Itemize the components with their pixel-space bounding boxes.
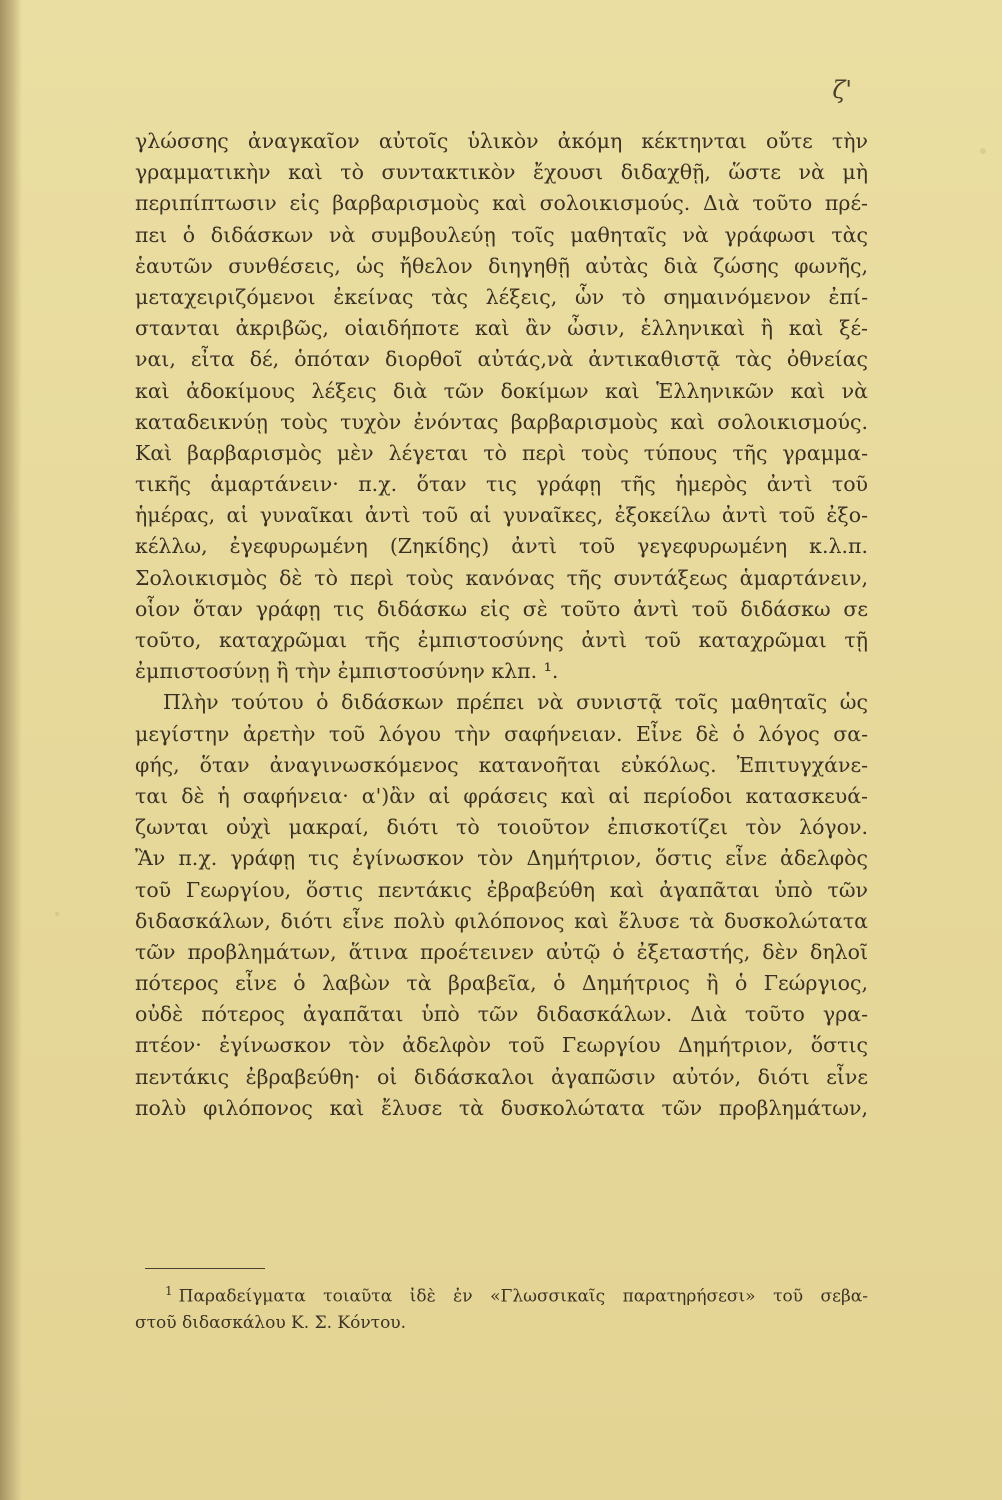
footnote-line [135,1278,868,1310]
text-line: στανται ἀκριβῶς, οἱαιδήποτε καὶ ἂν ὦσιν, ἑλληνικαὶ ἢ καὶ ξέ- [135,316,868,341]
text-line: ἐμπιστοσύνῃ ἢ τὴν ἐμπιστοσύνην κλπ. ¹. [135,659,559,684]
text-line: ἡμέρας, αἱ γυναῖκαι ἀντὶ τοῦ αἱ γυναῖκες, ἐξοκείλω ἀντὶ τοῦ ἐξο- [135,503,868,528]
text-line: ται δὲ ἡ σαφήνεια· α')ἂν αἱ φράσεις καὶ αἱ περίοδοι κατασκευά- [135,783,868,808]
text-line: μεγίστην ἀρετὴν τοῦ λόγου τὴν σαφήνειαν. Εἶνε δὲ ὁ λόγος σα- [135,721,868,746]
text-line: Σολοικισμὸς δὲ τὸ περὶ τοὺς κανόνας τῆς συντάξεως ἁμαρτάνειν, [135,565,868,590]
text-line: γλώσσης ἀναγκαῖον αὐτοῖς ὑλικὸν ἀκόμη κέκτηνται οὔτε τὴν [135,129,868,153]
text-line: ναι, εἶτα δέ, ὁπόταν διορθοῖ αὐτάς,νὰ ἀντικαθιστᾷ τὰς ὀθνείας [135,347,868,372]
text-line: μεταχειριζόμενοι ἐκείνας τὰς λέξεις, ὧν τὸ σημαινόμενον ἐπί- [135,284,868,309]
paper-stain [55,912,59,916]
text-line: τικῆς ἁμαρτάνειν· π.χ. ὅταν τις γράφῃ τῆς ἡμερὸς ἀντὶ τοῦ [135,472,868,497]
text-line: οὐδὲ πότερος ἀγαπᾶται ὑπὸ τῶν διδασκάλων. Διὰ τοῦτο γρα- [135,1002,868,1027]
page-gutter-edge [0,0,22,1500]
body-text [135,126,868,1124]
text-line: ζωνται οὐχὶ μακραί, διότι τὸ τοιοῦτον ἐπισκοτίζει τὸν λόγον. [135,815,868,840]
footnote-text: Παραδείγματα τοιαῦτα ἰδὲ ἐν «Γλωσσικαῖς παρατηρήσεσι» τοῦ σεβα- [178,1286,868,1307]
text-line: περιπίπτωσιν εἰς βαρβαρισμοὺς καὶ σολοικισμούς. Διὰ τοῦτο πρέ- [135,191,868,216]
text-line: καταδεικνύῃ τοὺς τυχὸν ἐνόντας βαρβαρισμοὺς καὶ σολοικισμούς. [135,409,868,434]
text-line: φής, ὅταν ἀναγινωσκόμενος κατανοῆται εὐκόλως. Ἐπιτυγχάνε- [135,752,868,777]
page-number: ζ' [832,76,852,104]
text-line: τοῦτο, καταχρῶμαι τῆς ἐμπιστοσύνης ἀντὶ τοῦ καταχρῶμαι τῇ [135,628,868,652]
text-line: τῶν προβλημάτων, ἅτινα προέτεινεν αὐτῷ ὁ ἐξεταστής, δὲν δηλοῖ [135,939,868,964]
footnote [135,1278,868,1336]
text-line: οἷον ὅταν γράφῃ τις διδάσκω εἰς σὲ τοῦτο ἀντὶ τοῦ διδάσκω σε [135,596,868,621]
text-line: πότερος εἶνε ὁ λαβὼν τὰ βραβεῖα, ὁ Δημήτριος ἢ ὁ Γεώργιος, [135,971,868,996]
text-line: Πλὴν τούτου ὁ διδάσκων πρέπει νὰ συνιστᾷ τοῖς μαθηταῖς ὡς [163,690,868,715]
footnote-marker: 1 [165,1284,173,1298]
text-line: καὶ ἀδοκίμους λέξεις διὰ τῶν δοκίμων καὶ Ἑλληνικῶν καὶ νὰ [135,378,868,403]
text-line: Ἂν π.χ. γράφῃ τις ἐγίνωσκον τὸν Δημήτριον, ὅστις εἶνε ἀδελφὸς [135,846,868,871]
text-line: διδασκάλων, διότι εἶνε πολὺ φιλόπονος καὶ ἔλυσε τὰ δυσκολώτατα [135,908,868,933]
text-line: ἑαυτῶν συνθέσεις, ὡς ἤθελον διηγηθῇ αὐτὰς διὰ ζώσης φωνῆς, [135,253,868,278]
text-line: πει ὁ διδάσκων νὰ συμβουλεύῃ τοῖς μαθηταῖς νὰ γράφωσι τὰς [135,222,868,247]
text-line: πολὺ φιλόπονος καὶ ἔλυσε τὰ δυσκολώτατα τῶν προβλημάτων, [135,1095,868,1120]
text-line: πτέον· ἐγίνωσκον τὸν ἀδελφὸν τοῦ Γεωργίου Δημήτριον, ὅστις [135,1033,868,1058]
paper-stain [980,148,986,154]
text-line: κέλλω, ἐγεφυρωμένη (Ζηκίδης) ἀντὶ τοῦ γεγεφυρωμένη κ.λ.π. [135,534,868,559]
text-line: τοῦ Γεωργίου, ὅστις πεντάκις ἐβραβεύθη καὶ ἀγαπᾶται ὑπὸ τῶν [135,877,868,902]
footnote-divider [145,1268,265,1269]
text-line: πεντάκις ἐβραβεύθη· οἱ διδάσκαλοι ἀγαπῶσιν αὐτόν, διότι εἶνε [135,1064,868,1089]
footnote-line: στοῦ διδασκάλου Κ. Σ. Κόντου. [135,1312,407,1333]
text-line: γραμματικὴν καὶ τὸ συντακτικὸν ἔχουσι διδαχθῇ, ὥστε νὰ μὴ [135,160,868,185]
text-line: Καὶ βαρβαρισμὸς μὲν λέγεται τὸ περὶ τοὺς τύπους τῆς γραμμα- [135,440,868,465]
